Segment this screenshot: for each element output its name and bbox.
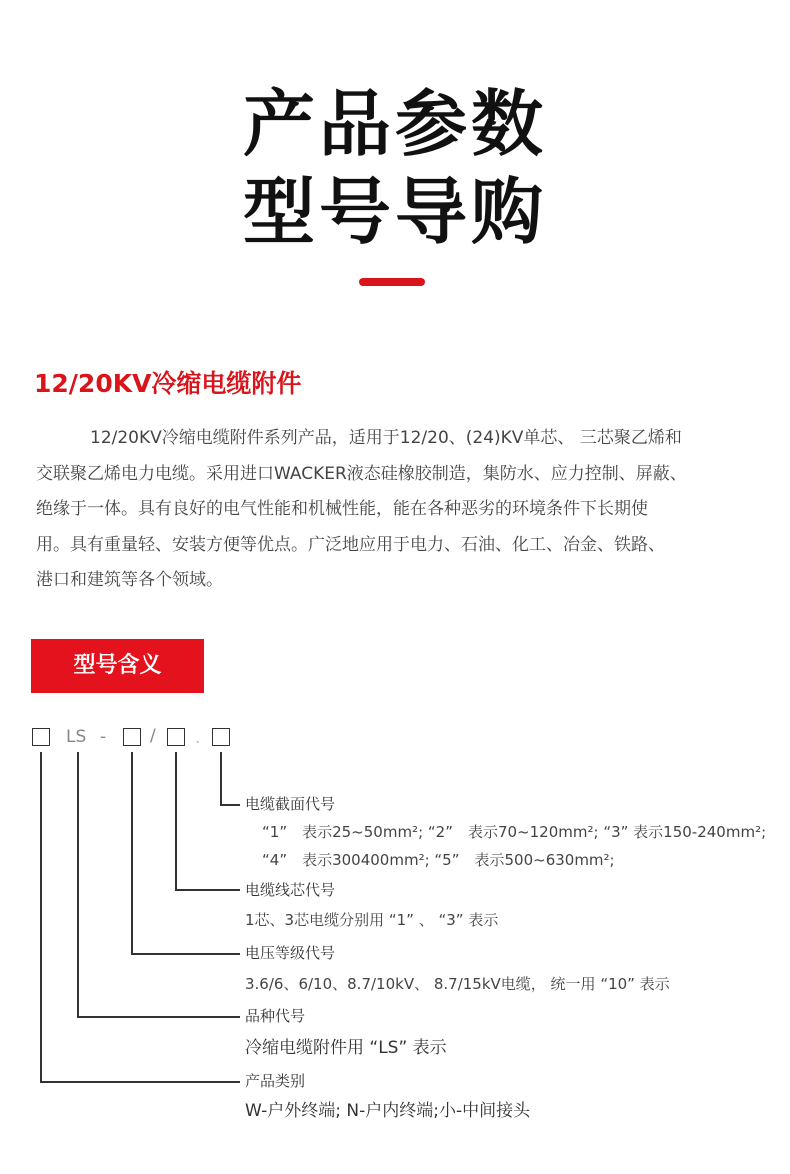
code-box-voltage [123, 728, 141, 746]
paragraph-line-4: 用。具有重量轻、安装方便等优点。广泛地应用于电力、石油、化工、冶金、铁路、 [36, 535, 665, 555]
item-core-desc: 1芯、3芯电缆分别用 “1” 、 “3” 表示 [245, 911, 499, 929]
page-title-line-1: 产品参数 [242, 82, 547, 166]
code-ls: LS [66, 727, 87, 747]
item-voltage-desc: 3.6/6、6/10、8.7/10kV、 8.7/15kV电缆， 统一用 “10” 表示 [245, 975, 670, 993]
paragraph-line-3: 绝缘于一体。具有良好的电气性能和机械性能，能在各种恶劣的环境条件下长期使 [36, 499, 648, 519]
connector-variety-v [77, 752, 79, 1017]
connector-voltage-v [131, 752, 133, 954]
title-underline [359, 278, 425, 286]
item-variety-name: 品种代号 [245, 1007, 306, 1025]
connector-category-h [40, 1081, 240, 1083]
paragraph-line-1: 12/20KV冷缩电缆附件系列产品，适用于12/20、(24)KV单芯、 三芯聚乙烯和 [90, 428, 682, 448]
code-dot: . [195, 728, 201, 748]
code-box-core [167, 728, 185, 746]
connector-core-v [175, 752, 177, 890]
connector-category-v [40, 752, 42, 1082]
code-box-section [212, 728, 230, 746]
item-section-desc-2: “4” 表示300400mm²; “5” 表示500~630mm²; [262, 851, 615, 869]
code-box-category [32, 728, 50, 746]
model-meaning-label: 型号含义 [73, 653, 162, 678]
item-category-desc: W-户外终端; N-户内终端;小-中间接头 [245, 1101, 531, 1121]
connector-section-h [220, 804, 240, 806]
item-category-name: 产品类别 [245, 1072, 306, 1090]
connector-core-h [175, 889, 240, 891]
paragraph-line-5: 港口和建筑等各个领域。 [36, 570, 223, 590]
connector-section-v [220, 752, 222, 805]
connector-voltage-h [131, 953, 240, 955]
item-section-desc-1: “1” 表示25~50mm²; “2” 表示70~120mm²; “3” 表示150-240mm²; [262, 823, 767, 841]
paragraph-line-2: 交联聚乙烯电力电缆。采用进口WACKER液态硅橡胶制造，集防水、应力控制、屏蔽、 [36, 464, 687, 484]
item-voltage-name: 电压等级代号 [245, 944, 336, 962]
connector-variety-h [77, 1016, 240, 1018]
code-dash: - [100, 727, 107, 747]
section-heading: 12/20KV冷缩电缆附件 [34, 369, 302, 398]
item-variety-desc: 冷缩电缆附件用 “LS” 表示 [245, 1038, 447, 1058]
page-title-line-2: 型号导购 [242, 170, 547, 254]
item-section-name: 电缆截面代号 [245, 795, 336, 813]
code-slash: / [150, 726, 156, 746]
item-core-name: 电缆线芯代号 [245, 881, 336, 899]
